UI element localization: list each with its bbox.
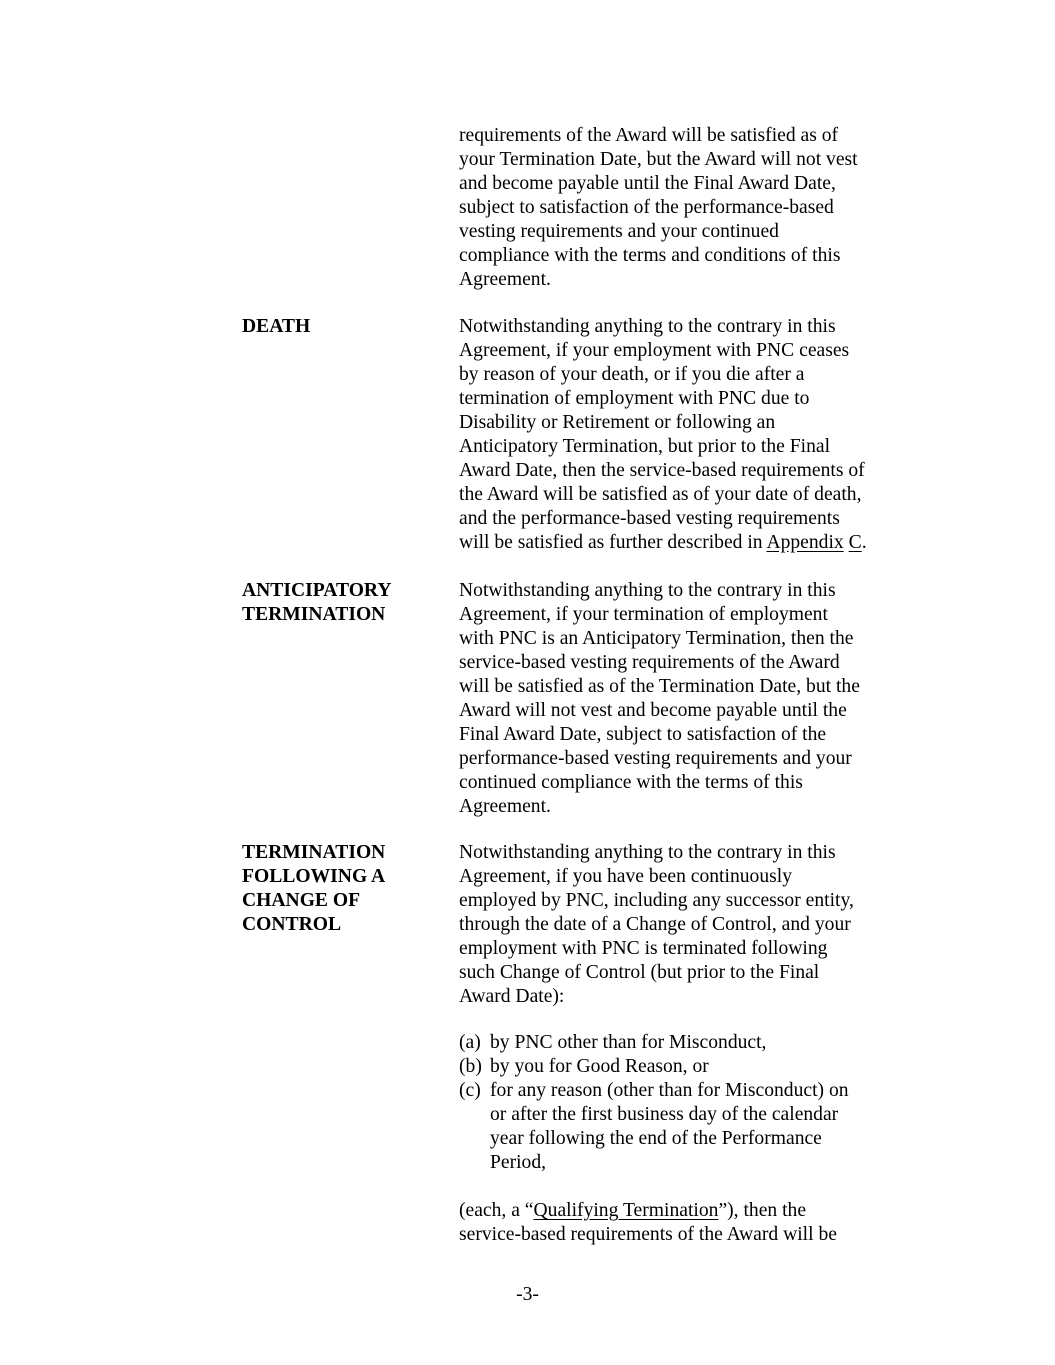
defined-term: Qualifying Termination xyxy=(533,1200,719,1221)
paragraph-line: Disability or Retirement or following an xyxy=(459,412,776,433)
paragraph-line: Agreement. xyxy=(459,269,551,290)
paragraph-line xyxy=(459,1199,806,1223)
paragraph-line: and become payable until the Final Award Date, xyxy=(459,173,836,194)
paragraph-line: Anticipatory Termination, but prior to the Final xyxy=(459,436,831,457)
page-number: -3- xyxy=(516,1284,539,1305)
paragraph-line: Final Award Date, subject to satisfaction of the xyxy=(459,724,827,745)
paragraph-line: subject to satisfaction of the performance-based xyxy=(459,197,834,218)
list-item-text: by you for Good Reason, or xyxy=(490,1056,709,1077)
paragraph-line: Award Date, then the service-based requirements of xyxy=(459,460,865,481)
section-heading: DEATH xyxy=(242,316,311,337)
appendix-letter: C xyxy=(848,532,862,553)
paragraph-line: Agreement, if your termination of employment xyxy=(459,604,828,625)
paragraph-line: termination of employment with PNC due to xyxy=(459,388,810,409)
paragraph-line: requirements of the Award will be satisfied as of xyxy=(459,125,839,146)
list-item-text: year following the end of the Performance xyxy=(490,1128,822,1149)
paragraph-line: your Termination Date, but the Award will not vest xyxy=(459,149,858,170)
list-item-text: for any reason (other than for Misconduct) on xyxy=(490,1080,849,1101)
paragraph-line: Notwithstanding anything to the contrary in this xyxy=(459,842,836,863)
paragraph-line: and the performance-based vesting requirements xyxy=(459,508,840,529)
text-span: . xyxy=(861,532,867,553)
list-marker: (b) xyxy=(459,1056,482,1077)
paragraph-line: Notwithstanding anything to the contrary in this xyxy=(459,580,836,601)
list-item-text: Period, xyxy=(490,1152,547,1173)
list-marker: (c) xyxy=(459,1080,481,1101)
paragraph-line: Notwithstanding anything to the contrary in this xyxy=(459,316,836,337)
text-span: (each, a “ xyxy=(459,1200,534,1221)
paragraph-line: with PNC is an Anticipatory Termination, then the xyxy=(459,628,854,649)
section-heading: CONTROL xyxy=(242,914,342,935)
paragraph-line: by reason of your death, or if you die after a xyxy=(459,364,805,385)
paragraph-line: vesting requirements and your continued xyxy=(459,221,779,242)
paragraph-line: employed by PNC, including any successor entity, xyxy=(459,890,854,911)
list-item-text: or after the first business day of the calendar xyxy=(490,1104,839,1125)
text-span: will be satisfied as further described in xyxy=(459,532,767,553)
paragraph-line: Award Date): xyxy=(459,986,565,1007)
paragraph-line: employment with PNC is terminated following xyxy=(459,938,828,959)
paragraph-line: the Award will be satisfied as of your date of death, xyxy=(459,484,862,505)
paragraph-line: compliance with the terms and conditions of this xyxy=(459,245,841,266)
paragraph-line: Award will not vest and become payable until the xyxy=(459,700,847,721)
paragraph-line: through the date of a Change of Control, and your xyxy=(459,914,851,935)
paragraph-line: Agreement, if your employment with PNC ceases xyxy=(459,340,850,361)
paragraph-line: service-based vesting requirements of the Award xyxy=(459,652,840,673)
text-span: ”), then the xyxy=(718,1200,807,1221)
section-heading: FOLLOWING A xyxy=(242,866,386,887)
list-marker: (a) xyxy=(459,1032,481,1053)
section-heading: TERMINATION xyxy=(242,604,386,625)
paragraph-line: will be satisfied as of the Termination Date, but the xyxy=(459,676,860,697)
paragraph-line: such Change of Control (but prior to the Final xyxy=(459,962,820,983)
section-heading: ANTICIPATORY xyxy=(242,580,392,601)
section-heading: TERMINATION xyxy=(242,842,386,863)
appendix-reference: Appendix xyxy=(766,532,844,553)
paragraph-line: performance-based vesting requirements and your xyxy=(459,748,852,769)
paragraph-line: Agreement. xyxy=(459,796,551,817)
paragraph-line xyxy=(459,531,867,555)
paragraph-line: Agreement, if you have been continuously xyxy=(459,866,792,887)
paragraph-line: service-based requirements of the Award will be xyxy=(459,1224,837,1245)
paragraph-line: continued compliance with the terms of this xyxy=(459,772,803,793)
section-heading: CHANGE OF xyxy=(242,890,361,911)
list-item-text: by PNC other than for Misconduct, xyxy=(490,1032,767,1053)
